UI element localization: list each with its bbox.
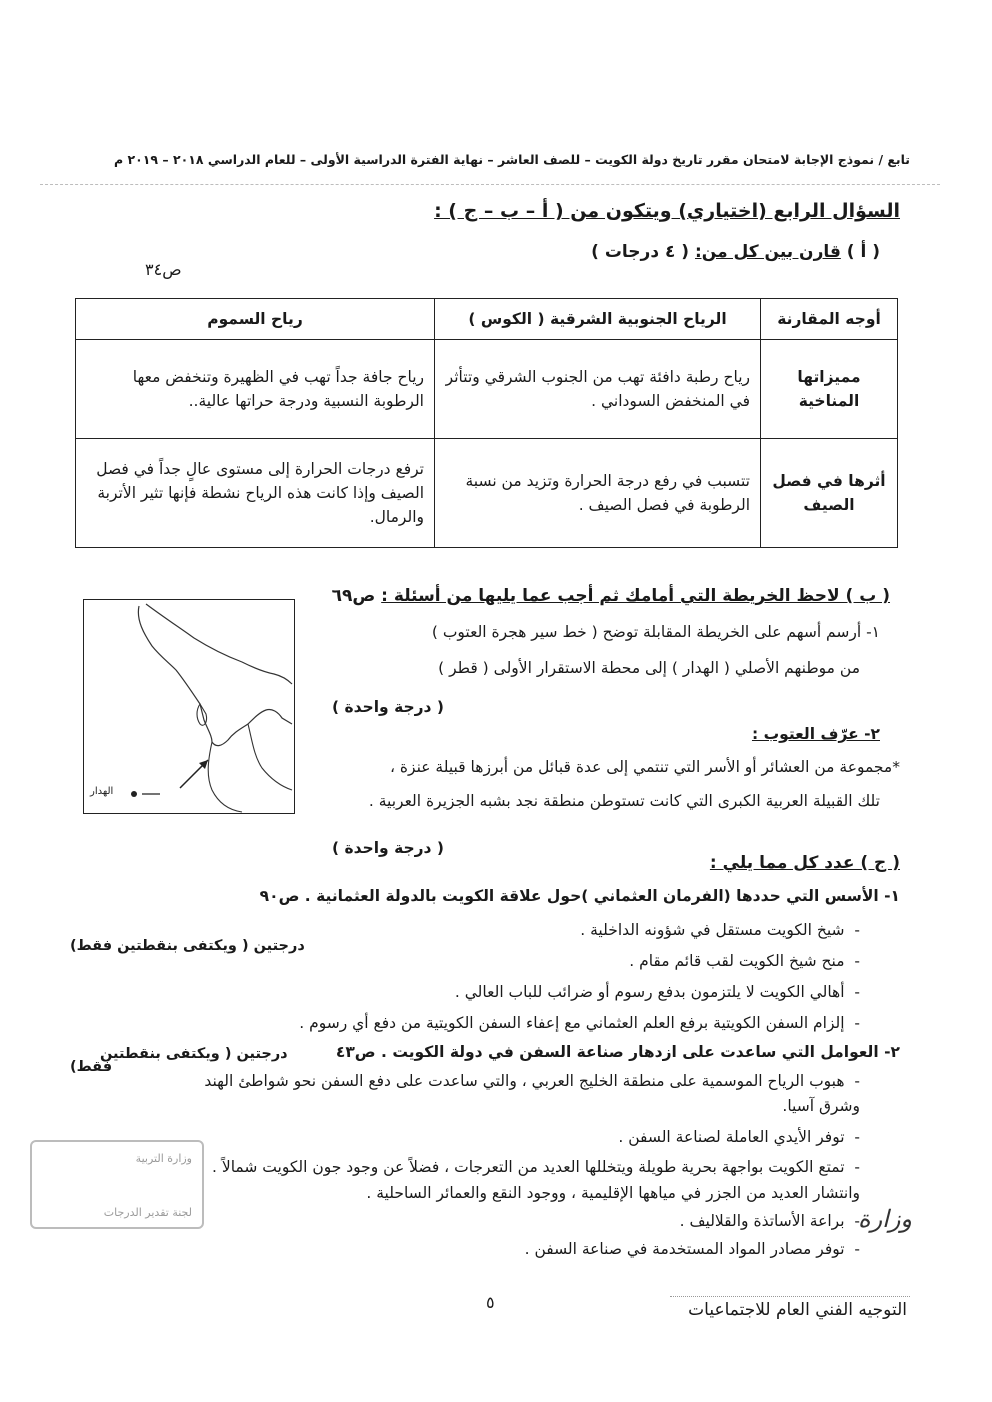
- header-divider: [40, 184, 940, 185]
- bullet-text: شيخ الكويت مستقل في شؤونه الداخلية .: [580, 921, 845, 939]
- list-item: - توفر الأيدي العاملة لصناعة السفن .: [618, 1128, 860, 1146]
- list-item-continuation: وشرق آسيا.: [782, 1097, 860, 1115]
- table-row: [76, 340, 898, 439]
- table-row: [76, 439, 898, 548]
- part-a-title: [591, 242, 880, 262]
- part-a-page-ref: ص٣٤: [145, 260, 182, 279]
- part-c-item1-grade: درجتين ( ويكتفى بنقطتين فقط): [70, 938, 305, 954]
- bullet-text: أهالي الكويت لا يلتزمون بدفع رسوم أو ضرائب للباب العالي .: [454, 983, 845, 1001]
- part-c-title-text: ( ج ) عدد كل مما يلي :: [709, 853, 900, 873]
- header-simoom-wind: رياح السموم: [76, 299, 435, 340]
- part-c-title: [710, 853, 900, 873]
- list-item-continuation: وانتشار العديد من الجزر في مياهها الإقليمية ، ووجود النقع والعمائر الساحلية .: [366, 1184, 860, 1202]
- bullet-text: براعة الأساتذة والقلاليف .: [679, 1212, 845, 1230]
- list-item: - هبوب الرياح الموسمية على منطقة الخليج العربي ، والتي ساعدت على دفع السفن نحو شواطئ الهند: [204, 1072, 860, 1090]
- list-item: - براعة الأساتذة والقلاليف .: [679, 1212, 860, 1230]
- part-c-item2-title: ٢- العوامل التي ساعدت على ازدهار صناعة السفن في دولة الكويت . ص٤٣: [335, 1043, 900, 1061]
- list-item: - شيخ الكويت مستقل في شؤونه الداخلية .: [580, 921, 860, 939]
- handwritten-signature: وزارة: [858, 1205, 913, 1233]
- stamp-line2: لجنة تقدير الدرجات: [103, 1206, 192, 1219]
- row-label-summer-effect: أثرها في فصل الصيف: [761, 439, 898, 548]
- list-item: - منح شيخ الكويت لقب قائم مقام .: [629, 952, 860, 970]
- bullet-text: توفر الأيدي العاملة لصناعة السفن .: [618, 1128, 845, 1146]
- row-label-climate: مميزاتها المناخية: [761, 340, 898, 439]
- part-c-item2-grade-a: درجتين ( ويكتفى بنقطتين: [100, 1046, 288, 1062]
- al-haddar-marker-icon: [131, 791, 137, 797]
- list-item: - توفر مصادر المواد المستخدمة في صناعة السفن .: [524, 1240, 860, 1258]
- cell-simoom-summer: ترفع درجات الحرارة إلى مستوى عالٍ جداً في فصل الصيف وإذا كانت هذه الرياح نشطة فإنها تثير الأتربة والرمال.: [76, 439, 435, 548]
- part-a-instruction: قارن بين كل من:: [695, 242, 841, 262]
- question-4-title: [434, 200, 900, 222]
- list-item: - تمتع الكويت بواجهة بحرية طويلة ويتخللها العديد من التعرجات ، فضلاً عن وجود جون الكويت شمالاً .: [212, 1158, 860, 1176]
- bullet-text: منح شيخ الكويت لقب قائم مقام .: [629, 952, 845, 970]
- stamp-line1: وزارة التربية: [135, 1152, 192, 1165]
- grading-committee-stamp: [30, 1140, 204, 1229]
- header-kaws-wind: الرياح الجنوبية الشرقية ( الكوس ): [435, 299, 761, 340]
- exam-header: تابع / نموذج الإجابة لامتحان مقرر تاريخ دولة الكويت – للصف العاشر – نهاية الفترة الدراسية الأولى – للعام الدراسي ٢٠١٨ – ٢٠١٩ م: [113, 152, 910, 167]
- list-item: - إلزام السفن الكويتية برفع العلم العثماني مع إعفاء السفن الكويتية من دفع أي رسوم .: [299, 1014, 860, 1032]
- question-4-title-text: السؤال الرابع (اختياري) ويتكون من ( أ – ب – ج ) :: [434, 200, 900, 222]
- part-a-grade: ( ٤ درجات ): [591, 242, 690, 262]
- part-a-prefix: ( أ ): [846, 242, 880, 262]
- bullet-text: توفر مصادر المواد المستخدمة في صناعة السفن .: [524, 1240, 845, 1258]
- part-b-item2-line1: *مجموعة من العشائر أو الأسر التي تنتمي إلى عدة قبائل من أبرزها قبيلة عنزة ،: [389, 758, 900, 776]
- gulf-coastline: [138, 606, 292, 746]
- part-b-instruction: ( ب ) لاحظ الخريطة التي أمامك ثم أجب عما يليها من أسئلة :: [381, 586, 890, 606]
- header-aspects: أوجه المقارنة: [761, 299, 898, 340]
- comparison-table: [75, 298, 898, 548]
- oman-border: [248, 724, 292, 790]
- bullet-text: إلزام السفن الكويتية برفع العلم العثماني مع إعفاء السفن الكويتية من دفع أي رسوم .: [299, 1014, 845, 1032]
- table-header-row: [76, 299, 898, 340]
- part-c-item2-grade-b: فقط): [70, 1059, 113, 1075]
- part-b-item2-title-text: ٢- عرّف العتوب :: [751, 725, 880, 743]
- part-b-item1-grade: ( درجة واحدة ): [331, 698, 444, 716]
- arabian-peninsula-map: [83, 599, 295, 814]
- bullet-text: هبوب الرياح الموسمية على منطقة الخليج العربي ، والتي ساعدت على دفع السفن نحو شواطئ الهند: [204, 1072, 845, 1090]
- bullet-text: تمتع الكويت بواجهة بحرية طويلة ويتخللها العديد من التعرجات ، فضلاً عن وجود جون الكويت شمالاً .: [212, 1158, 845, 1176]
- part-b-item2-line2: تلك القبيلة العربية الكبرى التي كانت تستوطن منطقة نجد بشبه الجزيرة العربية .: [368, 792, 880, 810]
- cell-kaws-climate: رياح رطبة دافئة تهب من الجنوب الشرقي وتتأثر في المنخفض السوداني .: [435, 340, 761, 439]
- cell-kaws-summer: تتسبب في رفع درجة الحرارة وتزيد من نسبة الرطوبة في فصل الصيف .: [435, 439, 761, 548]
- list-item: - أهالي الكويت لا يلتزمون بدفع رسوم أو ضرائب للباب العالي .: [454, 983, 860, 1001]
- part-b-item1-line1: ١- أرسم أسهم على الخريطة المقابلة توضح ( خط سير هجرة العتوب ): [431, 623, 880, 641]
- signature-line: [670, 1296, 910, 1297]
- peninsula-border: [208, 742, 242, 812]
- page-number: ٥: [486, 1293, 495, 1312]
- cell-simoom-climate: رياح جافة جداً تهب في الظهيرة وتنخفض معها الرطوبة النسبية ودرجة حراتها عالية..: [76, 340, 435, 439]
- footer-department: التوجيه الفني العام للاجتماعيات: [688, 1300, 907, 1320]
- part-c-item1-title: ١- الأسس التي حددها (الفرمان العثماني )حول علاقة الكويت بالدولة العثمانية . ص٩٠: [259, 887, 900, 905]
- part-b-item2-title: [752, 725, 880, 743]
- part-b-title: [332, 586, 890, 606]
- map-label-al-haddar: الهدار: [90, 786, 114, 797]
- part-b-item2-grade: ( درجة واحدة ): [331, 839, 444, 857]
- iran-coastline: [146, 604, 292, 684]
- part-b-item1-line2: من موطنهم الأصلي ( الهدار ) إلى محطة الاستقرار الأولى ( قطر ): [438, 659, 860, 677]
- map-svg: [84, 600, 294, 813]
- part-b-page-ref: ص٦٩: [331, 586, 376, 606]
